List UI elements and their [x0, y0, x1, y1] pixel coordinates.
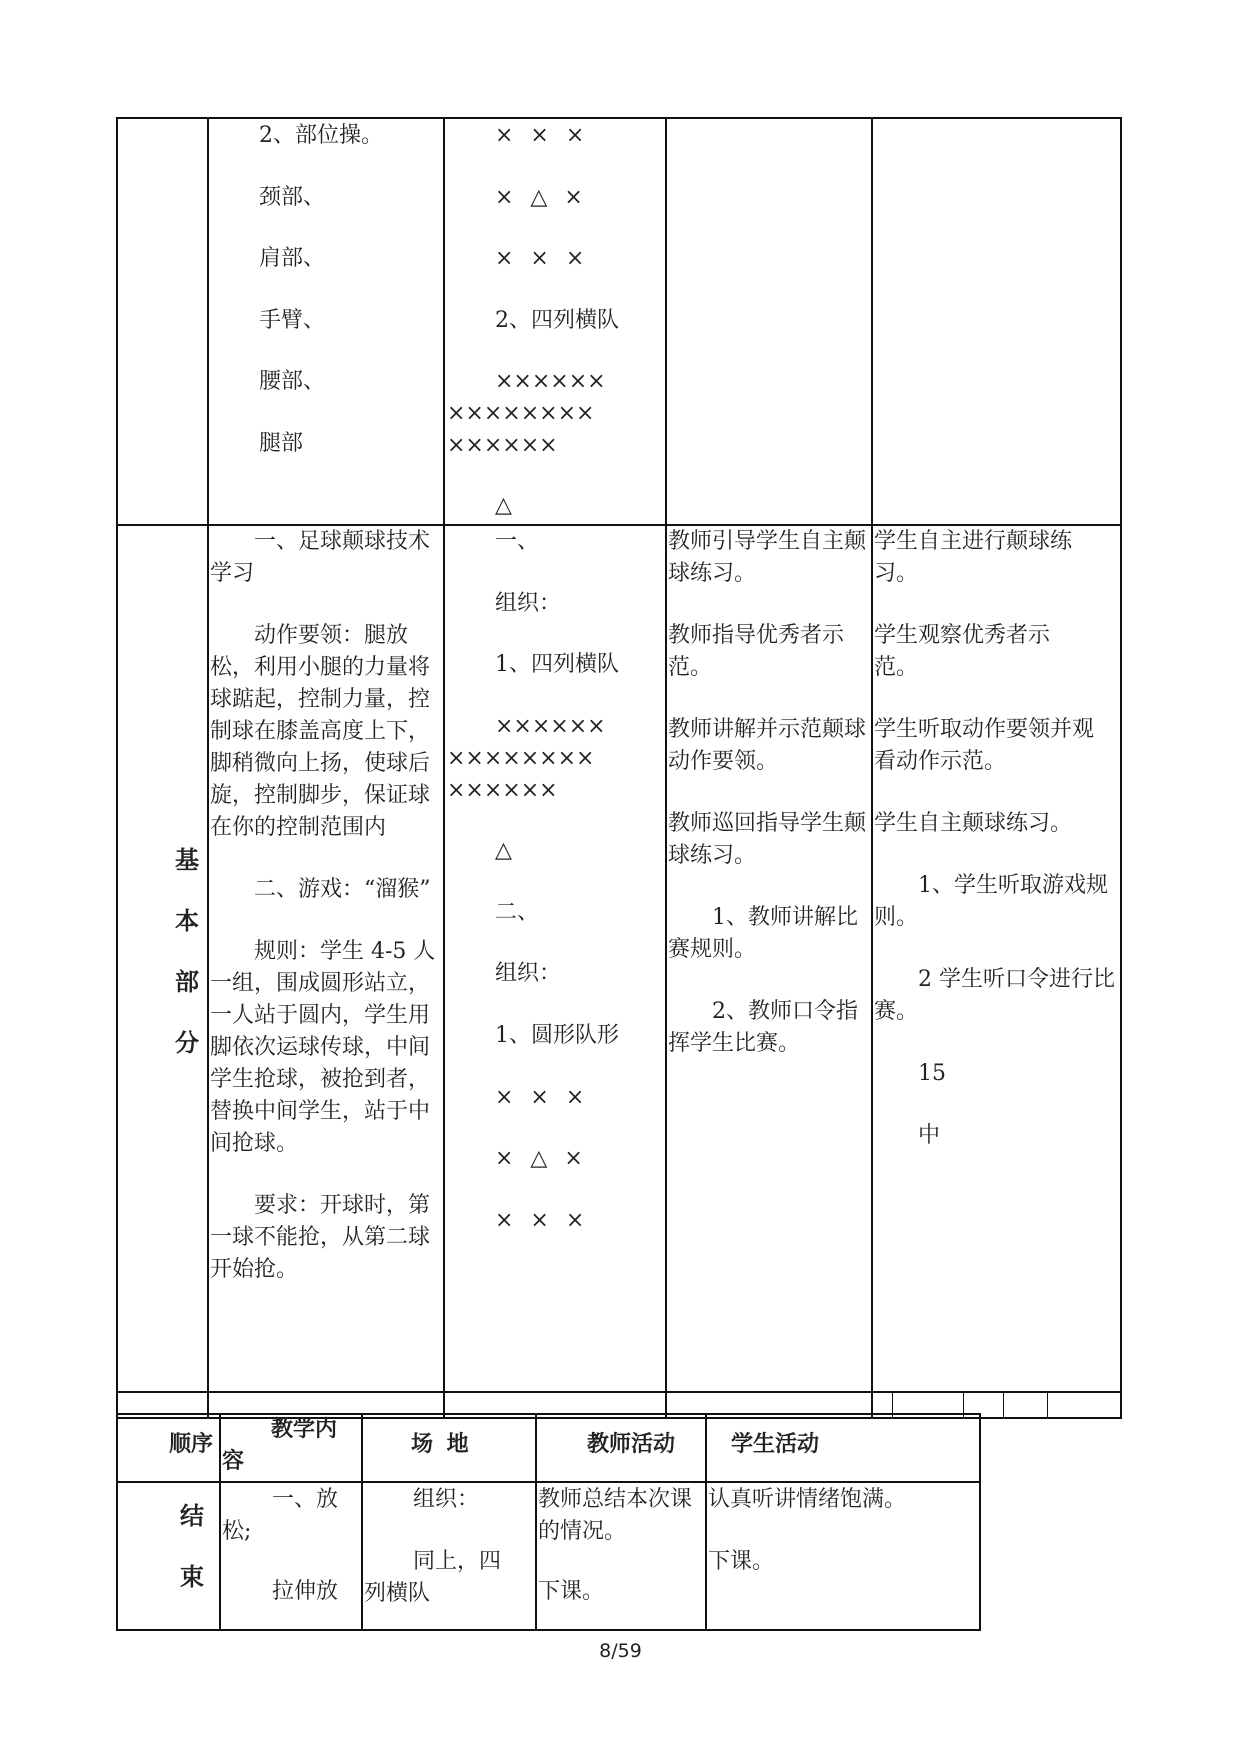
student-paragraph: 学生观察优秀者示范。: [874, 623, 1051, 680]
field-line: 列横队: [364, 1581, 431, 1606]
teacher-paragraph: 2、教师口令指挥学生比赛。: [668, 999, 858, 1056]
formation-crosses: ××××××: [495, 369, 606, 394]
teacher-marker: △: [495, 493, 512, 518]
header-order: 顺序: [169, 1432, 214, 1457]
field-line: 二、: [495, 900, 540, 925]
formation-row: × △ ×: [495, 185, 583, 210]
formation-row: × × ×: [495, 246, 585, 271]
content-line: 一、放: [272, 1487, 339, 1512]
teacher-paragraph: 1、教师讲解比赛规则。: [668, 905, 858, 962]
content-paragraph: 动作要领：腿放松，利用小腿的力量将球踮起，控制力量，控制球在膝盖高度上下，脚稍微向上扬，使球后旋，控制脚步，保证球在你的控制范围内: [210, 623, 431, 840]
row2-student: [874, 526, 1118, 1152]
teacher-paragraph: 下课。: [538, 1579, 605, 1604]
field-line: 组织：: [495, 961, 562, 986]
content-line: 松;: [222, 1519, 252, 1544]
student-paragraph: 下课。: [708, 1549, 775, 1574]
table-col-divider: [219, 1413, 221, 1631]
field-line: 1、圆形队形: [495, 1023, 619, 1048]
student-paragraph: 学生自主颠球练习。: [874, 811, 1073, 836]
table-border: [116, 1413, 981, 1415]
table-col-divider: [443, 117, 445, 1419]
content-paragraph: 二、游戏：“溜猴”: [254, 877, 431, 902]
teacher-marker: △: [495, 838, 512, 863]
formation-row: × × ×: [495, 123, 585, 148]
teacher-paragraph: 教师巡回指导学生颠球练习。: [668, 811, 867, 868]
formation-crosses: ××××××: [495, 714, 606, 739]
teacher-cell: [538, 1484, 702, 1608]
table-border: [1120, 117, 1122, 1419]
table-col-divider: [535, 1413, 537, 1631]
content-line: 2、部位操。: [259, 123, 383, 148]
student-paragraph: 2 学生听口令进行比赛。: [874, 967, 1115, 1024]
table-col-divider: [1003, 1391, 1004, 1418]
formation-label: 2、四列横队: [495, 308, 619, 333]
table-border: [116, 1413, 118, 1631]
header-content: 教学内: [271, 1417, 338, 1442]
table-border: [979, 1413, 981, 1631]
content-paragraph: 一、足球颠球技术学习: [210, 529, 431, 586]
student-paragraph: 学生听取动作要领并观看动作示范。: [874, 717, 1095, 774]
section-label: [177, 1486, 207, 1608]
section-char: 基: [175, 846, 199, 874]
header-teacher: 教师活动: [587, 1432, 676, 1457]
field-line: 1、四列横队: [495, 652, 619, 677]
formation-crosses: ××××××××: [447, 746, 595, 771]
student-paragraph: 认真听讲情绪饱满。: [708, 1487, 907, 1512]
field-line: 一、: [495, 529, 540, 554]
content-line: 手臂、: [259, 308, 326, 333]
table-border: [116, 117, 1122, 119]
student-paragraph: 中: [918, 1123, 941, 1148]
table-col-divider: [361, 1413, 363, 1631]
table-col-divider: [665, 117, 667, 1419]
row2-teacher: [668, 526, 868, 1060]
section-char: 结: [180, 1502, 204, 1530]
table-border: [116, 117, 118, 1419]
field-line: 组织：: [495, 591, 562, 616]
content-line: 腰部、: [259, 369, 326, 394]
row2-content: [210, 526, 440, 1286]
field-line: 组织：: [413, 1487, 480, 1512]
table-header-divider: [116, 1481, 981, 1483]
content-paragraph: 规则：学生 4-5 人一组，围成圆形站立，一人站于圆内，学生用脚依次运球传球，中间学生抢球，被抢到者，替换中间学生，站于中间抢球。: [210, 939, 436, 1156]
content-line: 腿部: [259, 431, 304, 456]
teacher-paragraph: 教师引导学生自主颠球练习。: [668, 529, 867, 586]
formation-crosses: ××××××: [447, 433, 558, 458]
header-student: 学生活动: [731, 1432, 820, 1457]
table-col-divider: [1047, 1391, 1048, 1418]
student-paragraph: 1、学生听取游戏规则。: [874, 873, 1108, 930]
section-char: 分: [175, 1029, 199, 1057]
table-col-divider: [207, 117, 209, 1419]
section-label: [172, 830, 202, 1074]
section-char: 本: [175, 907, 199, 935]
formation-row: × △ ×: [495, 1146, 583, 1171]
student-paragraph: 15: [918, 1061, 946, 1086]
header-content: 容: [222, 1449, 245, 1474]
content-paragraph: 要求：开球时，第一球不能抢，从第二球开始抢。: [210, 1193, 431, 1282]
formation-row: × × ×: [495, 1208, 585, 1233]
table-col-divider: [705, 1413, 707, 1631]
content-line: 拉伸放: [272, 1579, 339, 1604]
table-col-divider: [871, 117, 873, 1419]
student-paragraph: 学生自主进行颠球练习。: [874, 529, 1073, 586]
header-field: 场 地: [411, 1432, 469, 1457]
formation-row: × × ×: [495, 1085, 585, 1110]
page-number: 8/59: [599, 1640, 642, 1662]
table-border: [116, 1629, 981, 1631]
teacher-paragraph: 教师讲解并示范颠球动作要领。: [668, 717, 867, 774]
student-cell: [708, 1484, 976, 1578]
teacher-paragraph: 教师总结本次课的情况。: [538, 1487, 693, 1544]
table-border: [116, 1417, 1122, 1419]
field-line: 同上，四: [413, 1549, 502, 1574]
section-char: 部: [175, 968, 199, 996]
teacher-paragraph: 教师指导优秀者示范。: [668, 623, 845, 680]
section-char: 束: [180, 1563, 204, 1591]
table-row-divider: [116, 1391, 1122, 1393]
formation-crosses: ××××××××: [447, 401, 595, 426]
content-line: 肩部、: [259, 246, 326, 271]
formation-crosses: ××××××: [447, 778, 558, 803]
content-line: 颈部、: [259, 185, 326, 210]
